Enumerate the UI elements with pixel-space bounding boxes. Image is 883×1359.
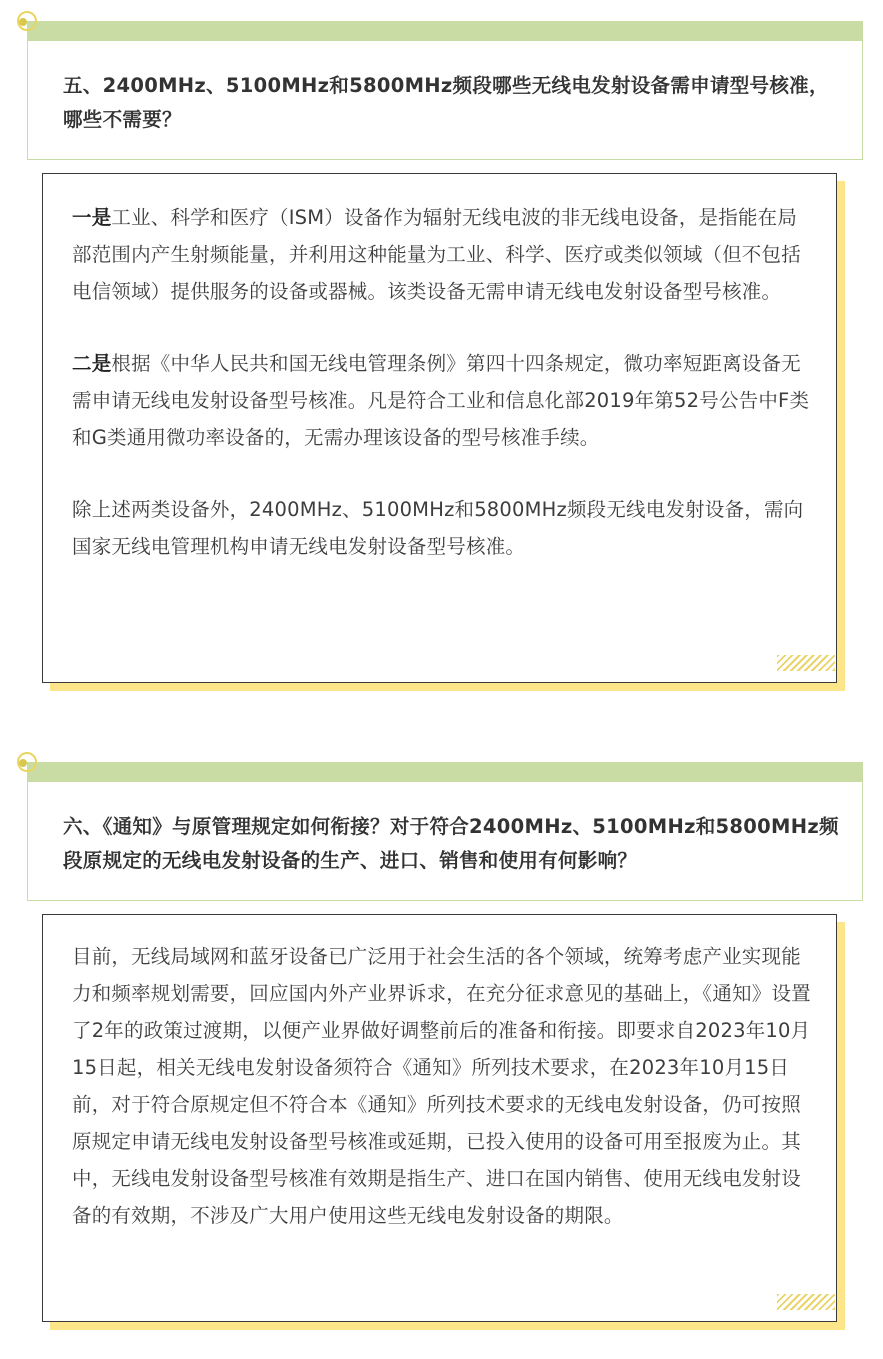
circle-ornament-icon bbox=[17, 11, 37, 31]
paragraph: 二是根据《中华人民共和国无线电管理条例》第四十四条规定，微功率短距离设备无需申请无线电发射设备型号核准。凡是符合工业和信息化部2019年第52号公告中F类和G类通用微功率设备的，无需办理该设备的型号核准手续。 bbox=[72, 352, 810, 449]
paragraph: 除上述两类设备外，2400MHz、5100MHz和5800MHz频段无线电发射设备，需向国家无线电管理机构申请无线电发射设备型号核准。 bbox=[72, 498, 804, 558]
heading-box bbox=[27, 782, 863, 901]
section5-answer bbox=[72, 199, 811, 565]
section6-question: 六、《通知》与原管理规定如何衔接？对于符合2400MHz、5100MHz和5800MHz频段原规定的无线电发射设备的生产、进口、销售和使用有何影响？ bbox=[63, 815, 839, 872]
section6-answer-card bbox=[42, 914, 837, 1322]
section5-question: 五、2400MHz、5100MHz和5800MHz频段哪些无线电发射设备需申请型号核准，哪些不需要？ bbox=[63, 74, 829, 131]
paragraph: 目前，无线局域网和蓝牙设备已广泛用于社会生活的各个领域，统筹考虑产业实现能力和频率规划需要，回应国内外产业界诉求，在充分征求意见的基础上，《通知》设置了2年的政策过渡期，以便产业界做好调整前后的准备和衔接。即要求自2023年10月15日起，相关无线电发射设备须符合《通知》所列技术要求，在2023年10月15日前，对于符合原规定但不符合本《通知》所列技术要求的无线电发射设备，仍可按照原规定申请无线电发射设备型号核准或延期，已投入使用的设备可用至报废为止。其中，无线电发射设备型号核准有效期是指生产、进口在国内销售、使用无线电发射设备的有效期，不涉及广大用户使用这些无线电发射设备的期限。 bbox=[72, 945, 811, 1227]
section5-answer-card bbox=[42, 173, 837, 683]
paragraph: 一是工业、科学和医疗（ISM）设备作为辐射无线电波的非无线电设备，是指能在局部范围内产生射频能量，并利用这种能量为工业、科学、医疗或类似领域（但不包括电信领域）提供服务的设备或器械。该类设备无需申请无线电发射设备型号核准。 bbox=[72, 206, 801, 303]
section6-heading bbox=[27, 762, 863, 901]
section5-heading bbox=[27, 21, 863, 160]
heading-bar bbox=[27, 762, 863, 782]
stripe-decoration-icon bbox=[777, 1294, 835, 1310]
heading-bar bbox=[27, 21, 863, 41]
heading-box bbox=[27, 41, 863, 160]
circle-ornament-icon bbox=[17, 752, 37, 772]
section6-answer bbox=[72, 938, 811, 1234]
stripe-decoration-icon bbox=[777, 655, 835, 671]
